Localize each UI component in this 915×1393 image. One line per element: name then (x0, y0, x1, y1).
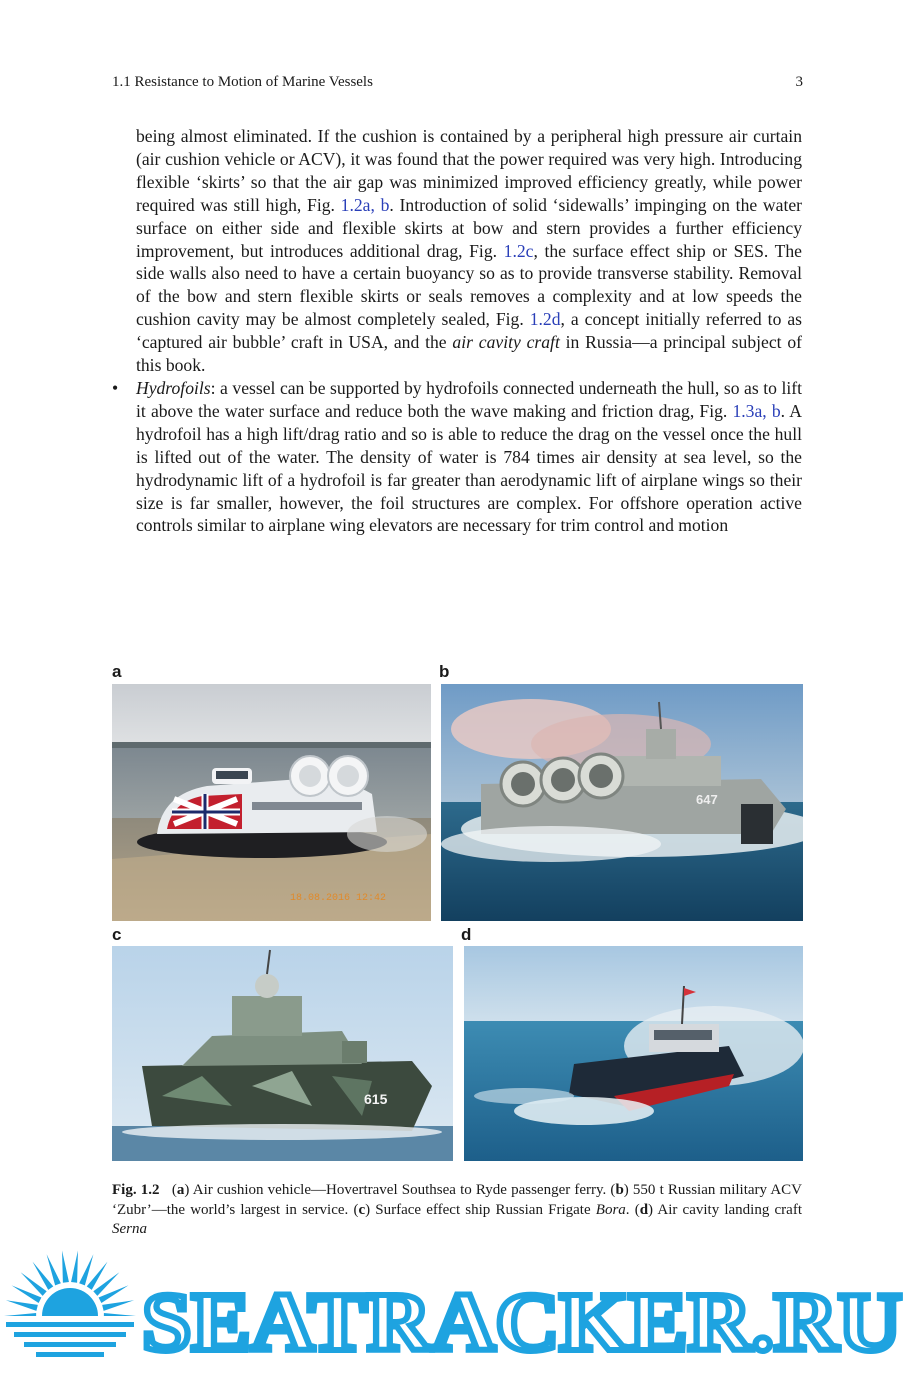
panel-label-b: b (439, 662, 450, 681)
text-span: , the surface effect ship or SES. The side walls also need to have a certain buoyancy so as to provide transverse stability. Removal of the bow and stern flexible skirts or seals removes a complexity and at low speeds the cushion cavity may be almost completely sealed, Fig. (136, 240, 802, 330)
text-span: being almost eliminated. If the cushion is contained by a peripheral high pressure air curtain (air cushion vehicle or ACV), it was found that the power required was very high. Introducing flexible ‘skirts’ so that the air gap was minimized improved efficiency greatly, while power required was still high, Fig. (136, 126, 802, 215)
photo-c-hull-number: 615 (364, 1091, 388, 1107)
sun-ray (47, 1254, 61, 1285)
photo-b-zubr-acv (441, 684, 803, 921)
sun-logo-icon (0, 1250, 140, 1376)
text-span: : a vessel can be supported by hydrofoils connected underneath the hull, so as to lift it above the water surface and reduce both the wave making and friction drag, Fig. (136, 377, 802, 421)
photo-c-bora-frigate (112, 946, 453, 1161)
caption-key-b: b (615, 1182, 624, 1198)
photo-d-serna-landing-craft (464, 946, 803, 1161)
caption-key-c: c (358, 1201, 366, 1218)
sun-ray (79, 1254, 93, 1285)
text-span: , a concept initially referred to as ‘captured air bubble’ craft in USA, and the (136, 309, 802, 353)
sun-ray (62, 1250, 69, 1282)
watermark-text: SEATRACKER.RU (142, 1276, 902, 1369)
photo-a-timestamp: 18.08.2016 12:42 (290, 893, 387, 904)
sun-ray (6, 1300, 38, 1311)
photo-b-hull-number: 647 (696, 792, 718, 807)
page-number: 3 (795, 74, 803, 90)
panel-label-a: a (112, 662, 122, 681)
figure-label: Fig. 1.2 (112, 1182, 160, 1198)
panel-label-d: d (461, 925, 472, 944)
photo-a-hovercraft-ferry (112, 684, 431, 921)
watermark-drawing (0, 1240, 915, 1388)
photo-c-drawing (112, 946, 453, 1161)
figure-caption (112, 1181, 802, 1240)
photo-a-drawing (112, 684, 431, 921)
text-span: . ( (625, 1201, 640, 1218)
caption-ship-serna: Serna (112, 1221, 147, 1237)
text-span: ) Air cushion vehicle—Hovertravel Southsea to Ryde passenger ferry. ( (184, 1182, 616, 1198)
fig-ref-1-2ab[interactable]: 1.2a, b (340, 194, 390, 215)
seatracker-watermark (0, 1240, 915, 1388)
photo-d-drawing (464, 946, 803, 1161)
text-span: . A hydrofoil has a high lift/drag ratio and so is able to reduce the drag on the vessel once the hull is lifted out of the water. The density of water is 784 times air density at sea level, so the hydrodynamic lift of a hydrofoil is far greater than aerodynamic lift of airplane wings so their size is far smaller, however, the foil structures are complex. For offshore operation active controls similar to airplane wing elevators are necessary for trim control and motion (136, 400, 802, 536)
paragraph-cushion (136, 125, 802, 377)
photo-b-drawing (441, 684, 803, 921)
body-text (112, 125, 802, 537)
text-span: . Introduction of solid ‘sidewalls’ impinging on the water surface on either side and flexible skirts at bow and stern provides a further efficiency improvement, but introduces additional drag, Fig. (136, 194, 802, 261)
page-header (112, 74, 803, 96)
caption-key-d: d (639, 1201, 649, 1218)
text-span: in Russia—a principal subject of this book. (136, 332, 802, 376)
bullet-symbol: • (112, 377, 119, 398)
text-span: ) 550 t Russian military ACV ‘Zubr’—the world’s largest in service. ( (112, 1182, 803, 1218)
bullet-hydrofoils (112, 377, 802, 537)
term-hydrofoils: Hydrofoils (136, 377, 211, 398)
fig-ref-1-3ab[interactable]: 1.3a, b (732, 400, 781, 421)
caption-key-a: a (176, 1182, 185, 1198)
panel-label-c: c (112, 925, 122, 944)
text-span: ) Air cavity landing craft (648, 1201, 802, 1218)
fig-ref-1-2c[interactable]: 1.2c (503, 240, 534, 261)
text-span: ( (171, 1182, 177, 1198)
fig-ref-1-2d[interactable]: 1.2d (529, 309, 561, 330)
running-head-title: 1.1 Resistance to Motion of Marine Vessels (112, 74, 373, 90)
term-air-cavity-craft: air cavity craft (452, 332, 560, 353)
sun-ray (102, 1300, 134, 1311)
sun-ray (71, 1250, 78, 1282)
text-span: ) Surface effect ship Russian Frigate (365, 1201, 596, 1218)
caption-ship-bora: Bora (595, 1201, 626, 1218)
